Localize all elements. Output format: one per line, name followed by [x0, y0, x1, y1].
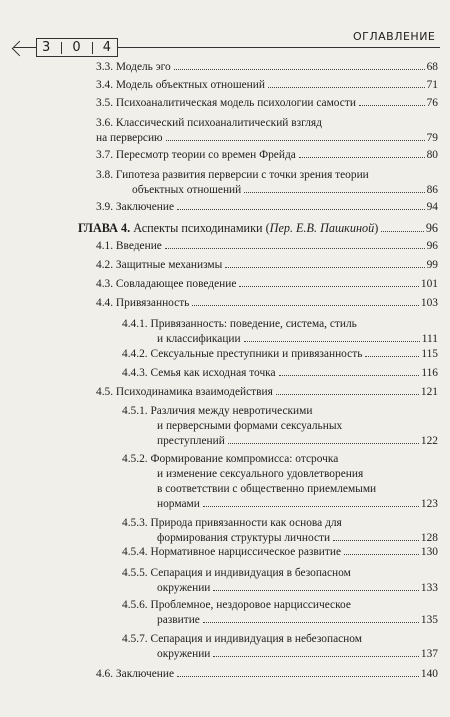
- toc-entry[interactable]: [96, 116, 438, 146]
- leader-dots: [239, 286, 419, 287]
- toc-entry-title: и классификации: [157, 333, 241, 345]
- toc-entry[interactable]: [96, 78, 438, 93]
- toc-entry-title: 4.6. Заключение: [96, 668, 175, 680]
- leader-dots: [268, 87, 425, 88]
- leader-dots: [165, 248, 425, 249]
- toc-page-number: 133: [420, 582, 438, 594]
- toc-entry-title: 4.5.6. Проблемное, нездоровое нарциссическое: [122, 599, 351, 611]
- leader-dots: [213, 590, 419, 591]
- toc-page-number: 71: [426, 79, 438, 91]
- toc-entry-title: окружении: [157, 582, 211, 594]
- toc-page-number: 135: [420, 614, 438, 626]
- toc-entry-title: 4.1. Введение: [96, 240, 162, 252]
- toc-entry[interactable]: [96, 168, 438, 198]
- toc-page-number: 96: [425, 221, 438, 235]
- leader-dots: [365, 356, 419, 357]
- leader-dots: [244, 192, 424, 193]
- toc-entry-title: 3.6. Классический психоаналитический взгляд: [96, 117, 322, 129]
- toc-entry-title: 4.5. Психодинамика взаимодействия: [96, 386, 273, 398]
- chapter-label: ГЛАВА 4.: [78, 221, 131, 235]
- leader-dots: [203, 506, 419, 507]
- toc-entry-title: 4.4. Привязанность: [96, 297, 190, 309]
- toc-page-number: 99: [426, 259, 438, 271]
- toc-entry[interactable]: [96, 258, 438, 273]
- toc-entry-title: 4.3. Совладающее поведение: [96, 278, 237, 290]
- toc-page-number: 68: [426, 61, 438, 73]
- digit-divider: [92, 42, 93, 54]
- toc-entry-title: развитие: [157, 614, 200, 626]
- toc-page-number: 137: [420, 648, 438, 660]
- toc-entry[interactable]: [122, 347, 438, 362]
- toc-entry-title: 4.5.3. Природа привязанности как основа для: [122, 517, 342, 529]
- leader-dots: [225, 267, 424, 268]
- toc-entry-title: формирования структуры личности: [157, 532, 331, 544]
- toc-entry-title: объектных отношений: [132, 184, 242, 196]
- toc-entry[interactable]: [122, 452, 438, 512]
- toc-entry-title: 3.9. Заключение: [96, 201, 175, 213]
- page-digit: 3: [42, 40, 52, 55]
- toc-page-number: 80: [426, 149, 438, 161]
- toc-entry[interactable]: [96, 277, 438, 292]
- toc-page-number: 123: [420, 498, 438, 510]
- leader-dots: [381, 231, 424, 232]
- toc-entry-title: и перверсными формами сексуальных: [157, 420, 343, 432]
- toc-entry-title: 4.5.7. Сепарация и индивидуация в небезопасном: [122, 633, 362, 645]
- chapter-paren: ): [374, 221, 379, 235]
- page-digit: 0: [72, 40, 82, 55]
- leader-dots: [333, 540, 419, 541]
- leader-dots: [276, 394, 419, 395]
- toc-entry[interactable]: [96, 667, 438, 682]
- toc-page-number: 122: [420, 435, 438, 447]
- toc-page-number: 115: [421, 348, 438, 360]
- toc-page-number: 86: [426, 184, 438, 196]
- toc-page-number: 116: [421, 367, 438, 379]
- page-digit: 4: [102, 40, 112, 55]
- toc-entry-title: 3.5. Психоаналитическая модель психологии самости: [96, 97, 356, 109]
- toc-entry-title: 4.5.2. Формирование компромисса: отсрочка: [122, 453, 339, 465]
- toc-entry[interactable]: [122, 598, 438, 628]
- leader-dots: [228, 443, 419, 444]
- toc-entry-title: 4.2. Защитные механизмы: [96, 259, 223, 271]
- toc-entry[interactable]: [122, 632, 438, 662]
- toc-page-number: 103: [420, 297, 438, 309]
- toc-entry-title: 4.4.1. Привязанность: поведение, система, стиль: [122, 318, 357, 330]
- toc-entry-title: на перверсию: [96, 132, 163, 144]
- toc-entry-title: 4.5.4. Нормативное нарциссическое развитие: [122, 546, 342, 558]
- toc-entry-title: 4.4.2. Сексуальные преступники и привязанность: [122, 348, 363, 360]
- toc-entry[interactable]: [122, 545, 438, 560]
- chapter-translator: Пер. Е.В. Пашкиной: [269, 221, 375, 235]
- toc-page-number: 76: [426, 97, 438, 109]
- toc-entry-title: 4.5.5. Сепарация и индивидуация в безопасном: [122, 567, 351, 579]
- toc-page-number: 140: [420, 668, 438, 680]
- arrow-left-icon: [12, 41, 28, 57]
- toc-page-number: 79: [426, 132, 438, 144]
- page-header: [0, 0, 450, 60]
- toc-entry-title: 3.3. Модель эго: [96, 61, 171, 73]
- leader-dots: [244, 341, 420, 342]
- leader-dots: [174, 69, 425, 70]
- toc-entry-title: и изменение сексуального удовлетворения: [157, 468, 364, 480]
- digit-divider: [61, 42, 62, 54]
- toc-chapter-entry[interactable]: [78, 221, 438, 236]
- toc-entry[interactable]: [96, 385, 438, 400]
- leader-dots: [213, 656, 419, 657]
- toc-page-number: 94: [426, 201, 438, 213]
- toc-entry[interactable]: [122, 404, 438, 449]
- toc-entry[interactable]: [96, 96, 438, 111]
- toc-entry-title: преступлений: [157, 435, 225, 447]
- toc-entry[interactable]: [122, 566, 438, 596]
- leader-dots: [177, 676, 419, 677]
- toc-entry-title: в соответствии с общественно приемлемыми: [157, 483, 377, 495]
- chapter-title: Аспекты психодинамики (: [130, 221, 270, 235]
- toc-entry-title: 3.7. Пересмотр теории со времен Фрейда: [96, 149, 296, 161]
- toc-page-number: 111: [421, 333, 438, 345]
- leader-dots: [166, 140, 425, 141]
- toc-page-number: 101: [420, 278, 438, 290]
- toc-entry[interactable]: [96, 296, 438, 311]
- leader-dots: [299, 157, 425, 158]
- toc-page-number: 96: [426, 240, 438, 252]
- toc-page-number: 121: [420, 386, 438, 398]
- toc-page-number: 128: [420, 532, 438, 544]
- toc-entry[interactable]: [122, 516, 438, 546]
- toc-entry-title: 4.4.3. Семья как исходная точка: [122, 367, 276, 379]
- toc-entry-title: 3.8. Гипотеза развития перверсии с точки зрения теории: [96, 169, 369, 181]
- toc-entry[interactable]: [122, 366, 438, 381]
- leader-dots: [192, 305, 419, 306]
- leader-dots: [177, 209, 425, 210]
- toc-entry-title: окружении: [157, 648, 211, 660]
- leader-dots: [344, 554, 419, 555]
- toc-entry[interactable]: [96, 148, 438, 163]
- toc-entry[interactable]: [96, 239, 438, 254]
- toc-entry-title: 4.5.1. Различия между невротическими: [122, 405, 313, 417]
- toc-page-number: 130: [420, 546, 438, 558]
- toc-entry-title: 3.4. Модель объектных отношений: [96, 79, 265, 91]
- page-number-box: [36, 38, 118, 57]
- leader-dots: [359, 105, 425, 106]
- leader-dots: [203, 622, 419, 623]
- leader-dots: [279, 375, 420, 376]
- toc-entry[interactable]: [96, 60, 438, 75]
- toc-entry[interactable]: [122, 317, 438, 347]
- toc-entry[interactable]: [96, 200, 438, 215]
- section-title: ОГЛАВЛЕНИЕ: [350, 30, 438, 43]
- toc-entry-title: нормами: [157, 498, 200, 510]
